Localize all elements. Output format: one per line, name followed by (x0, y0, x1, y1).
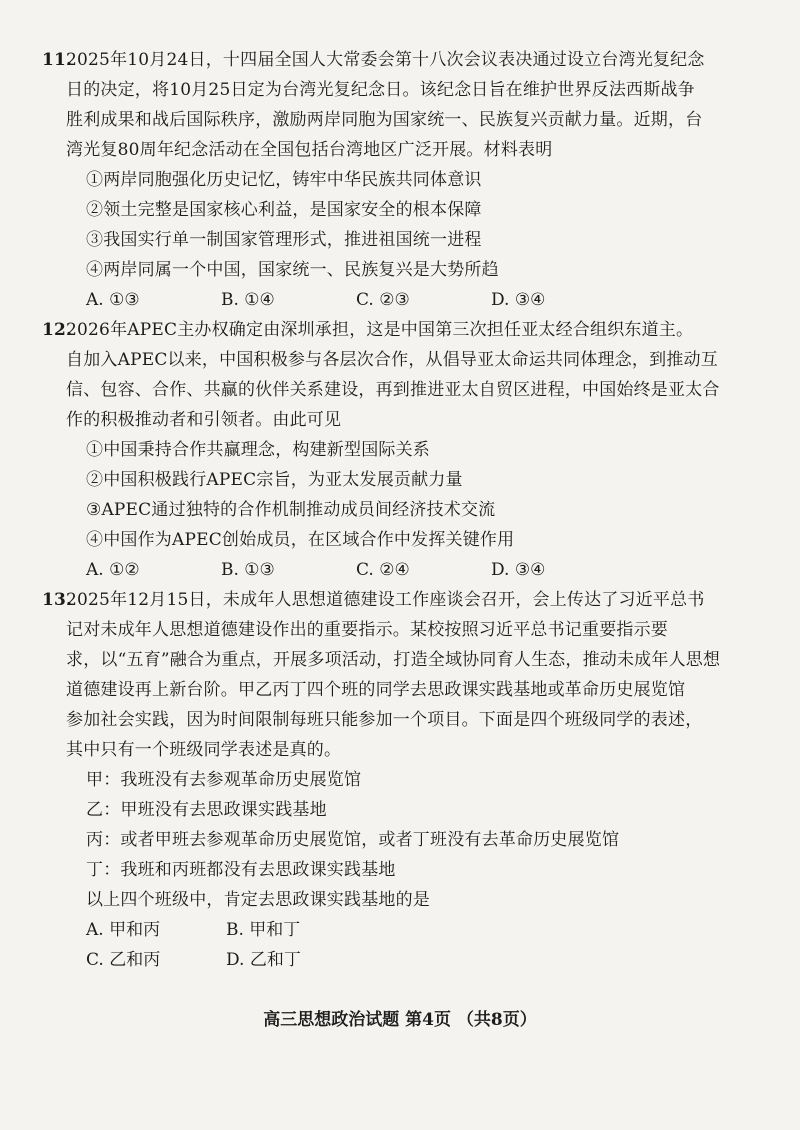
option-c[interactable]: C. ②③ (356, 290, 410, 310)
question-number: 12. (42, 320, 73, 340)
question-stem-line: 11.2025年10月24日，十四届全国人大常委会第十八次会议表决通过设立台湾光复纪念 (66, 45, 706, 75)
answer-options (66, 555, 706, 585)
statement: 甲：我班没有去参观革命历史展览馆 (86, 770, 362, 790)
question-stem-line: 记对未成年人思想道德建设作出的重要指示。某校按照习近平总书记重要指示要 (66, 620, 668, 640)
statement: ④中国作为APEC创始成员，在区域合作中发挥关键作用 (86, 530, 515, 550)
option-b[interactable]: B. ①③ (221, 560, 275, 580)
question-stem-line: 道德建设再上新台阶。甲乙丙丁四个班的同学去思政课实践基地或革命历史展览馆 (66, 680, 686, 700)
option-c[interactable]: C. ②④ (356, 560, 410, 580)
question-13 (42, 585, 721, 975)
question-stem-line: 作的积极推动者和引领者。由此可见 (66, 410, 342, 430)
statement: 丁：我班和丙班都没有去思政课实践基地 (86, 860, 396, 880)
question-stem-line: 求，以“五育”融合为重点，开展多项活动，打造全域协同育人生态，推动未成年人思想 (66, 650, 721, 670)
option-b[interactable]: B. 甲和丁 (226, 920, 301, 940)
question-stem-line: 自加入APEC以来，中国积极参与各层次合作，从倡导亚太命运共同体理念，到推动互 (66, 350, 718, 370)
statement: 丙：或者甲班去参观革命历史展览馆，或者丁班没有去革命历史展览馆 (86, 830, 620, 850)
answer-options (66, 915, 706, 945)
option-a[interactable]: A. 甲和丙 (86, 920, 161, 940)
question-stem-line: 日的决定，将10月25日定为台湾光复纪念日。该纪念日旨在维护世界反法西斯战争 (66, 80, 695, 100)
statement: ③APEC通过独特的合作机制推动成员间经济技术交流 (86, 500, 496, 520)
question-number: 11. (42, 50, 73, 70)
question-stem-line: 13.2025年12月15日，未成年人思想道德建设工作座谈会召开，会上传达了习近平总书 (66, 585, 706, 615)
question-prompt: 以上四个班级中，肯定去思政课实践基地的是 (86, 890, 430, 910)
option-a[interactable]: A. ①② (86, 560, 140, 580)
answer-options (66, 945, 706, 975)
page-footer: 高三思想政治试题 第4页 （共8页） (263, 1010, 537, 1030)
statement: 乙：甲班没有去思政课实践基地 (86, 800, 327, 820)
question-stem-line: 参加社会实践，因为时间限制每班只能参加一个项目。下面是四个班级同学的表述， (66, 710, 703, 730)
statement: ①中国秉持合作共赢理念，构建新型国际关系 (86, 440, 430, 460)
question-stem-line: 湾光复80周年纪念活动在全国包括台湾地区广泛开展。材料表明 (66, 140, 553, 160)
question-stem-line: 胜利成果和战后国际秩序，激励两岸同胞为国家统一、民族复兴贡献力量。近期，台 (66, 110, 703, 130)
statement: ②领土完整是国家核心利益，是国家安全的根本保障 (86, 200, 482, 220)
statement: ④两岸同属一个中国，国家统一、民族复兴是大势所趋 (86, 260, 499, 280)
question-12 (42, 315, 720, 585)
option-d[interactable]: D. 乙和丁 (226, 950, 301, 970)
question-11 (42, 45, 706, 315)
option-d[interactable]: D. ③④ (491, 560, 546, 580)
statement: ③我国实行单一制国家管理形式，推进祖国统一进程 (86, 230, 482, 250)
answer-options (66, 285, 706, 315)
option-d[interactable]: D. ③④ (491, 290, 546, 310)
question-stem-line: 信、包容、合作、共赢的伙伴关系建设，再到推进亚太自贸区进程，中国始终是亚太合 (66, 380, 720, 400)
option-c[interactable]: C. 乙和丙 (86, 950, 161, 970)
option-a[interactable]: A. ①③ (86, 290, 140, 310)
question-number: 13. (42, 590, 73, 610)
statement: ①两岸同胞强化历史记忆，铸牢中华民族共同体意识 (86, 170, 482, 190)
question-stem-line: 12.2026年APEC主办权确定由深圳承担，这是中国第三次担任亚太经合组织东道主。 (66, 315, 706, 345)
statement: ②中国积极践行APEC宗旨，为亚太发展贡献力量 (86, 470, 463, 490)
option-b[interactable]: B. ①④ (221, 290, 275, 310)
question-stem-line: 其中只有一个班级同学表述是真的。 (66, 740, 342, 760)
